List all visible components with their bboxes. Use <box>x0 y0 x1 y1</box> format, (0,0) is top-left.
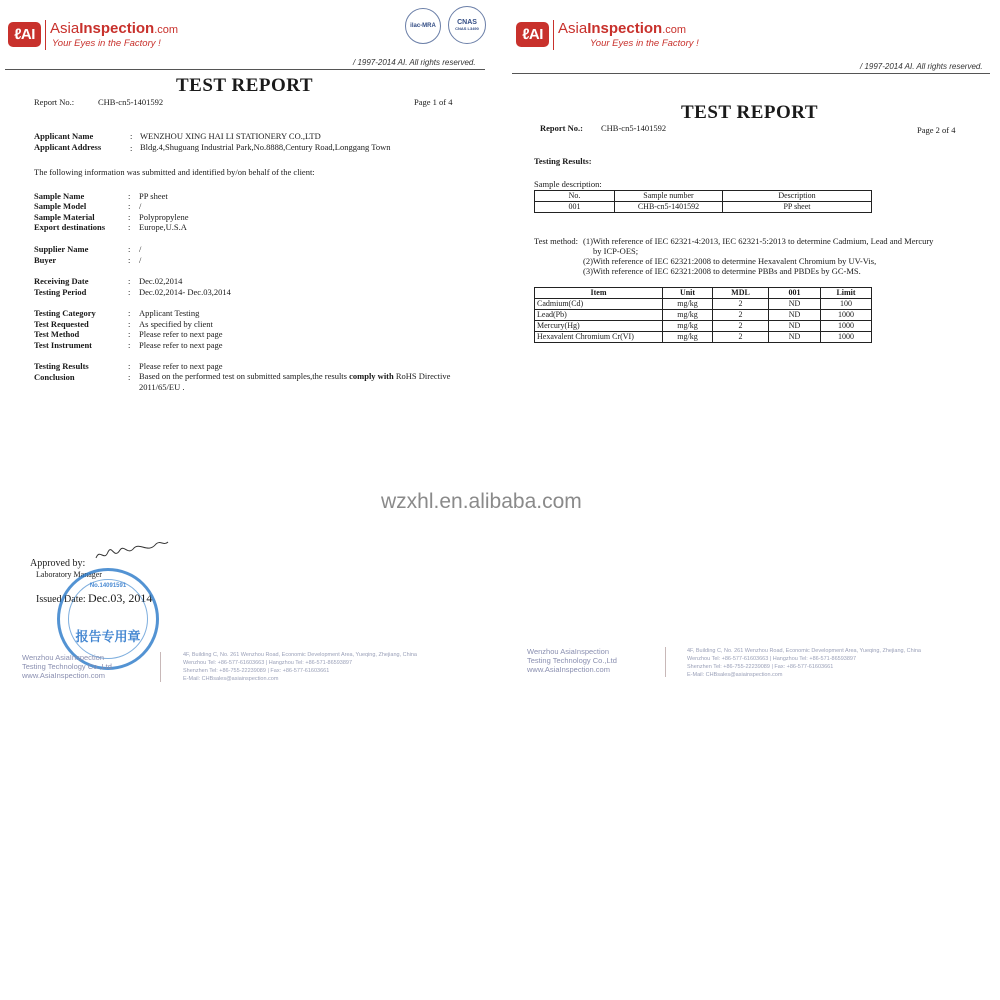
table-cell: mg/kg <box>663 299 713 310</box>
table-cell: Hexavalent Chromium Cr(VI) <box>535 332 663 343</box>
table-row <box>535 321 872 332</box>
table-cell: 001 <box>535 202 615 213</box>
table-row <box>535 202 872 213</box>
field-value: / <box>139 244 142 254</box>
table-cell: 1000 <box>821 310 872 321</box>
colon: : <box>128 201 131 211</box>
page-title: TEST REPORT <box>681 102 818 123</box>
colon: : <box>128 308 131 318</box>
table-cell: Cadmium(Cd) <box>535 299 663 310</box>
table-cell: 1000 <box>821 332 872 343</box>
table-cell: 2 <box>713 332 769 343</box>
table-cell: ND <box>769 299 821 310</box>
footer-address <box>687 647 921 679</box>
table-cell: 1000 <box>821 321 872 332</box>
brand-name: AsiaInspection.com <box>50 20 179 37</box>
field-value: As specified by client <box>139 319 213 329</box>
header-rule <box>512 73 990 74</box>
colon: : <box>128 287 131 297</box>
applicant-address-label: Applicant Address <box>34 142 102 152</box>
colon: : <box>130 131 133 141</box>
colon: : <box>128 361 131 371</box>
applicant-address-value: Bldg.4,Shuguang Industrial Park,No.8888,Century Road,Longgang Town <box>140 142 391 152</box>
table-header-row <box>535 288 872 299</box>
test-method-label: Test method: <box>534 236 579 246</box>
brand-tagline: Your Eyes in the Factory ! <box>52 38 161 49</box>
colon: : <box>128 212 131 222</box>
issued-date-value: Dec.03, 2014 <box>88 591 153 605</box>
report-no-label: Report No.: <box>540 123 583 133</box>
footer-divider <box>160 652 161 682</box>
footer-website: www.AsiaInspection.com <box>527 665 610 674</box>
asiainspection-logo-icon: ℓ AI <box>516 22 549 47</box>
colon: : <box>128 372 131 382</box>
table-row <box>535 310 872 321</box>
brand-name: AsiaInspection.com <box>558 20 687 37</box>
watermark: wzxhl.en.alibaba.com <box>381 490 582 513</box>
table-header: 001 <box>769 288 821 299</box>
field-label: Supplier Name <box>34 244 89 254</box>
intro-text: The following information was submitted and identified by/on behalf of the client: <box>34 167 315 177</box>
table-cell: mg/kg <box>663 321 713 332</box>
table-header: Description <box>723 191 872 202</box>
colon: : <box>128 255 131 265</box>
logo-divider <box>45 20 46 50</box>
ilac-mra-seal-icon: ilac-MRA <box>405 8 441 44</box>
table-cell: mg/kg <box>663 310 713 321</box>
field-label: Sample Name <box>34 191 85 201</box>
issued-date-label: Issued Date: <box>36 594 86 605</box>
field-label: Buyer <box>34 255 57 265</box>
field-label: Receiving Date <box>34 276 89 286</box>
footer-address-line3: Shenzhen Tel: +86-755-22239089 | Fax: +86-577-61603661 <box>183 668 330 674</box>
field-value: PP sheet <box>139 191 168 201</box>
copyright-text: / 1997-2014 AI. All rights reserved. <box>860 62 983 71</box>
colon: : <box>128 319 131 329</box>
colon: : <box>130 143 133 153</box>
footer-address-line1: 4F, Building C, No. 261 Wenzhou Road, Economic Development Area, Yueqing, Zhejiang, China <box>687 648 921 654</box>
method-line: (2)With reference of IEC 62321:2008 to determine Hexavalent Chromium by UV-Vis, <box>583 256 877 266</box>
applicant-name-value: WENZHOU XING HAI LI STATIONERY CO.,LTD <box>140 131 321 141</box>
cnas-seal-icon: CNAS CNAS L3490 <box>448 6 486 44</box>
table-cell: PP sheet <box>723 202 872 213</box>
field-value: Polypropylene <box>139 212 189 222</box>
conclusion-label: Conclusion <box>34 372 75 382</box>
field-label: Sample Model <box>34 201 87 211</box>
signature-icon <box>92 538 172 568</box>
field-value: / <box>139 255 142 265</box>
colon: : <box>128 222 131 232</box>
sample-table <box>534 190 872 213</box>
field-value: Dec.02,2014- Dec.03,2014 <box>139 287 231 297</box>
table-cell: ND <box>769 332 821 343</box>
table-cell: Mercury(Hg) <box>535 321 663 332</box>
page-title: TEST REPORT <box>176 75 313 96</box>
field-label: Export destinations <box>34 222 106 232</box>
footer-address <box>183 651 417 683</box>
testing-results-label: Testing Results: <box>534 156 592 166</box>
table-cell: ND <box>769 310 821 321</box>
approved-by-label: Approved by: <box>30 558 86 569</box>
table-row <box>535 299 872 310</box>
copyright-text: / 1997-2014 AI. All rights reserved. <box>353 58 476 67</box>
field-value: Dec.02,2014 <box>139 276 183 286</box>
lab-manager-label: Laboratory Manager <box>36 570 102 579</box>
field-value: / <box>139 201 142 211</box>
conclusion-text: Based on the performed test on submitted samples,the results comply with RoHS Directive <box>139 371 451 381</box>
field-label: Sample Material <box>34 212 95 222</box>
asiainspection-logo-icon: ℓ AI <box>8 22 41 47</box>
footer-company <box>527 647 617 674</box>
colon: : <box>128 244 131 254</box>
table-cell: 2 <box>713 299 769 310</box>
table-header: Sample number <box>615 191 723 202</box>
footer-divider <box>665 647 666 677</box>
brand-tagline: Your Eyes in the Factory ! <box>590 38 699 49</box>
report-page-2 <box>510 0 1000 700</box>
table-header: Limit <box>821 288 872 299</box>
table-cell: CHB-cn5-1401592 <box>615 202 723 213</box>
footer-company <box>22 653 112 680</box>
logo-divider <box>553 20 554 50</box>
method-line: (3)With reference of IEC 62321:2008 to determine PBBs and PBDEs by GC-MS. <box>583 266 861 276</box>
footer-address-line4: E-Mail: CHBsales@asiainspection.com <box>687 672 783 678</box>
footer-company-line2: Testing Technology Co.,Ltd <box>527 656 617 665</box>
colon: : <box>128 276 131 286</box>
table-header: Unit <box>663 288 713 299</box>
field-label: Testing Results <box>34 361 89 371</box>
report-page-1 <box>0 0 500 700</box>
table-cell: ND <box>769 321 821 332</box>
field-value: Europe,U.S.A <box>139 222 187 232</box>
footer-address-line1: 4F, Building C, No. 261 Wenzhou Road, Economic Development Area, Yueqing, Zhejiang, China <box>183 652 417 658</box>
colon: : <box>128 329 131 339</box>
stamp-code: No.14091591 <box>89 583 127 589</box>
report-no-label: Report No.: <box>34 97 75 107</box>
stamp-text: 报告专用章 <box>75 630 141 645</box>
sample-description-label: Sample description: <box>534 179 602 189</box>
table-cell: Lead(Pb) <box>535 310 663 321</box>
table-header-row <box>535 191 872 202</box>
table-row <box>535 332 872 343</box>
report-no-value: CHB-cn5-1401592 <box>98 97 164 107</box>
page-number: Page 2 of 4 <box>917 125 956 135</box>
conclusion-text-line2: 2011/65/EU . <box>139 382 185 392</box>
table-cell: 100 <box>821 299 872 310</box>
table-header: MDL <box>713 288 769 299</box>
field-label: Testing Period <box>34 287 87 297</box>
field-label: Test Method <box>34 329 80 339</box>
table-cell: 2 <box>713 310 769 321</box>
footer-address-line4: E-Mail: CHBsales@asiainspection.com <box>183 676 279 682</box>
table-header: Item <box>535 288 663 299</box>
method-line: (1)With reference of IEC 62321-4:2013, IEC 62321-5:2013 to determine Cadmium, Lead and Mercury <box>583 236 934 246</box>
footer-address-line3: Shenzhen Tel: +86-755-22239089 | Fax: +86-577-61603661 <box>687 664 834 670</box>
colon: : <box>128 191 131 201</box>
table-cell: 2 <box>713 321 769 332</box>
footer-company-line2: Testing Technology Co.,Ltd <box>22 662 112 671</box>
footer-website: www.AsiaInspection.com <box>22 671 105 680</box>
field-value: Please refer to next page <box>139 340 223 350</box>
field-value: Please refer to next page <box>139 361 223 371</box>
footer-address-line2: Wenzhou Tel: +86-577-61603663 | Hangzhou Tel: +86-571-86593897 <box>687 656 857 662</box>
results-table <box>534 287 872 343</box>
table-header: No. <box>535 191 615 202</box>
page-number: Page 1 of 4 <box>414 97 453 107</box>
field-label: Test Instrument <box>34 340 93 350</box>
method-line: by ICP-OES; <box>593 246 639 256</box>
table-cell: mg/kg <box>663 332 713 343</box>
field-label: Testing Category <box>34 308 96 318</box>
applicant-name-label: Applicant Name <box>34 131 94 141</box>
footer-company-line1: Wenzhou AsiaInspection <box>22 653 104 662</box>
field-label: Test Requested <box>34 319 89 329</box>
stamp-inner-ring <box>68 579 148 659</box>
footer-company-line1: Wenzhou AsiaInspection <box>527 647 609 656</box>
field-value: Applicant Testing <box>139 308 200 318</box>
header-rule <box>5 69 485 70</box>
report-no-value: CHB-cn5-1401592 <box>601 123 667 133</box>
footer-address-line2: Wenzhou Tel: +86-577-61603663 | Hangzhou Tel: +86-571-86593897 <box>183 660 353 666</box>
colon: : <box>128 340 131 350</box>
field-value: Please refer to next page <box>139 329 223 339</box>
